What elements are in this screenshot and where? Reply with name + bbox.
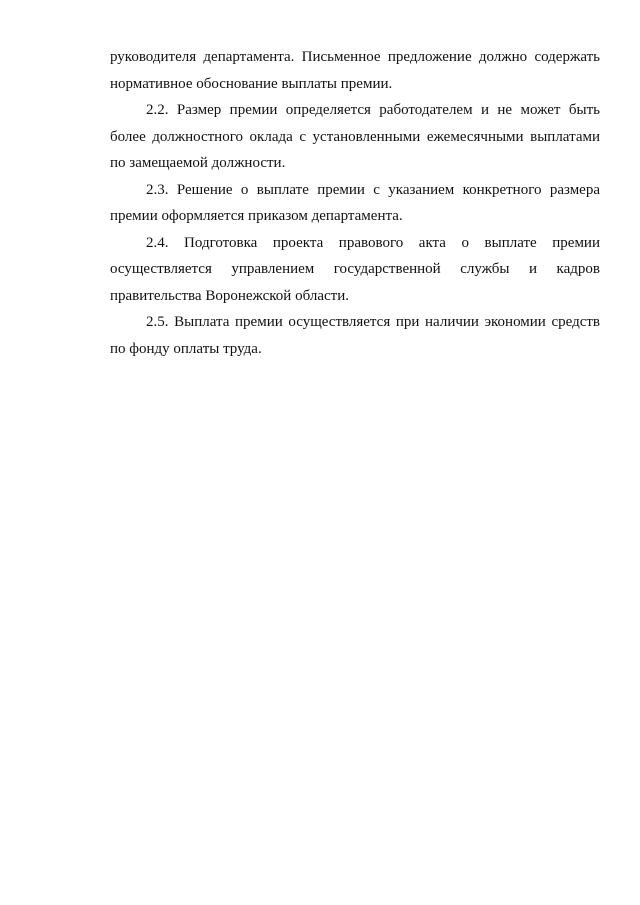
paragraph-continuation: руководителя департамента. Письменное предложение должно содержать нормативное обоснование выплаты премии. <box>110 49 600 92</box>
paragraph-2-2: 2.2. Размер премии определяется работодателем и не может быть более должностного оклада с установленными ежемесячными выплатами по замещаемой должности. <box>110 102 600 171</box>
paragraph-2-5: 2.5. Выплата премии осуществляется при наличии экономии средств по фонду оплаты труда. <box>110 314 600 357</box>
paragraph-2-4: 2.4. Подготовка проекта правового акта о выплате премии осуществляется управлением государственной службы и кадров правительства Воронежской области. <box>110 234 600 304</box>
paragraph-2-3: 2.3. Решение о выплате премии с указанием конкретного размера премии оформляется приказом департамента. <box>110 181 600 224</box>
document-body <box>110 44 600 362</box>
